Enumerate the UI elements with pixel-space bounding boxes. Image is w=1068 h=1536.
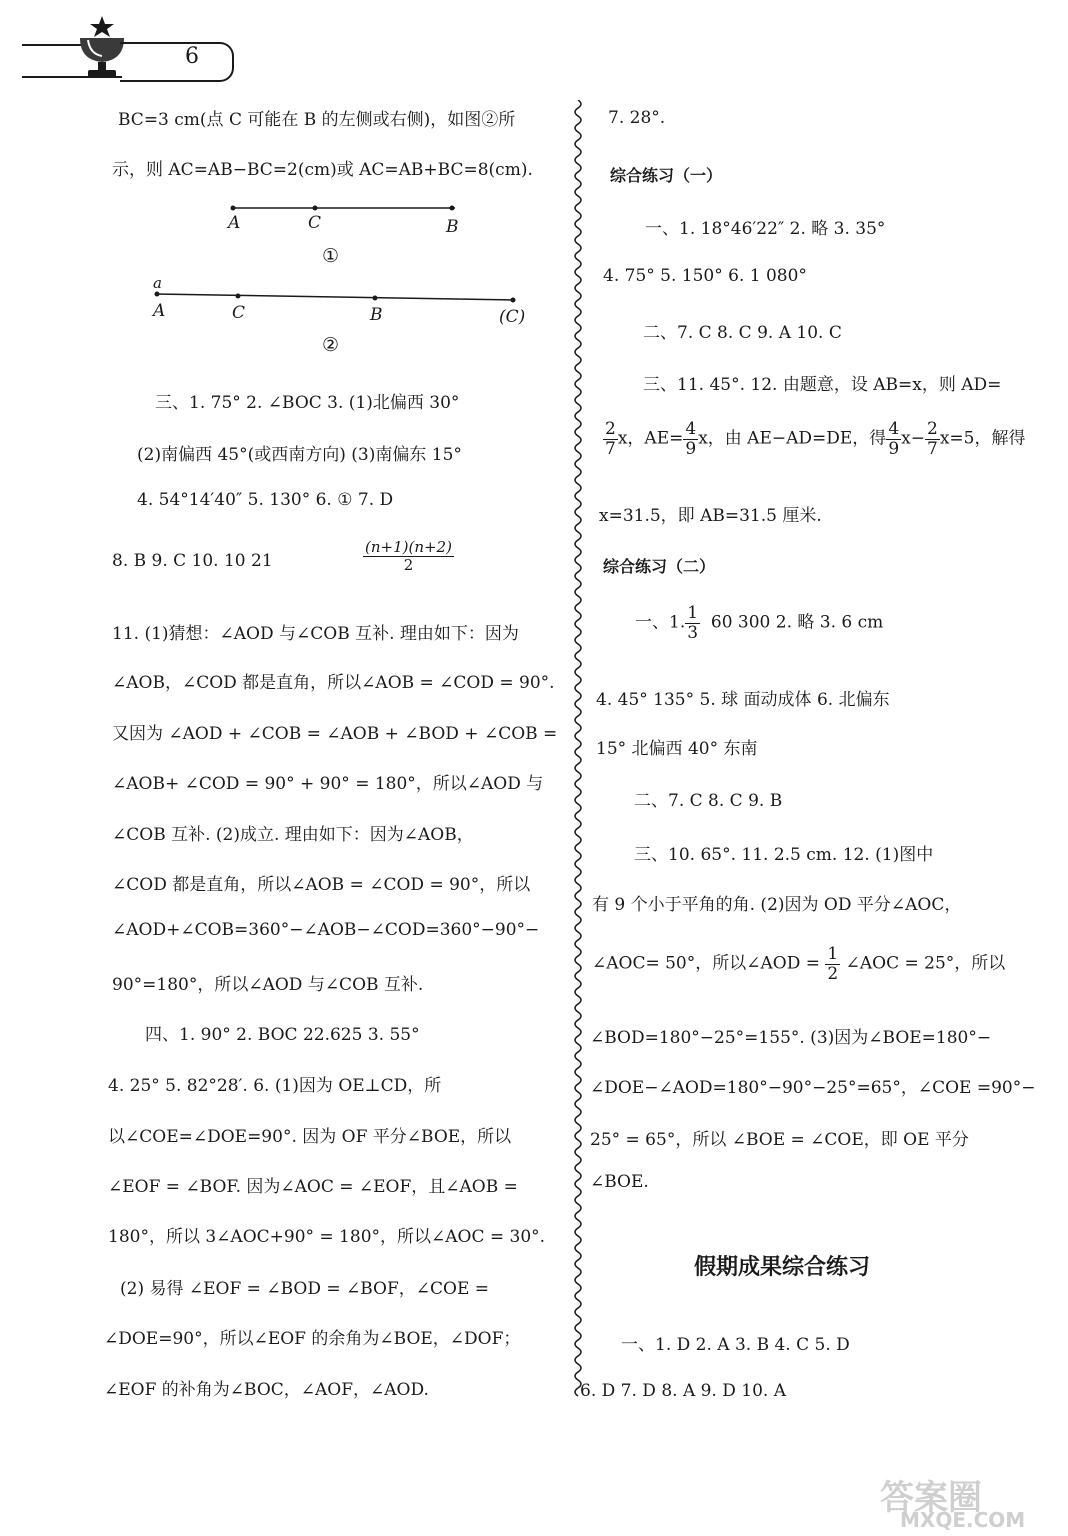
left-line-1: BC=3 cm(点 C 可能在 B 的左侧或右侧)，如图②所: [118, 110, 516, 130]
left-line-15: 四、1. 90° 2. BOC 22.625 3. 55°: [145, 1025, 420, 1045]
fig2-label-a: A: [153, 301, 166, 321]
frac-c-num: 4: [888, 419, 900, 439]
frac-d-den: 7: [926, 438, 938, 459]
right-line-5: 三、11. 45°. 12. 由题意，设 AB=x，则 AD=: [643, 375, 1002, 395]
fig2-label-c: C: [232, 303, 246, 323]
frac-b-num: 4: [685, 419, 697, 439]
fig1-label-a: A: [228, 213, 241, 233]
figure-1-diagram: [220, 196, 470, 236]
left-line-6: 8. B 9. C 10. 10 21: [112, 551, 273, 571]
right-line-8a: 一、1.: [635, 612, 686, 633]
left-line-11: ∠COB 互补. (2)成立. 理由如下：因为∠AOB，: [112, 825, 474, 845]
left-line-2: 示，则 AC=AB−BC=2(cm)或 AC=AB+BC=8(cm).: [112, 160, 533, 180]
frac-f-den: 2: [827, 963, 839, 984]
left-line-13: ∠AOD+∠COB=360°−∠AOB−∠COD=360°−90°−: [112, 920, 540, 940]
right-line-19: 一、1. D 2. A 3. B 4. C 5. D: [621, 1335, 850, 1355]
left-line-16: 4. 25° 5. 82°28′. 6. (1)因为 OE⊥CD，所: [108, 1076, 442, 1096]
fig2-caption: ②: [322, 334, 340, 356]
right-line-8b: 60 300 2. 略 3. 6 cm: [710, 612, 884, 633]
left-line-9: 又因为 ∠AOD + ∠COB = ∠AOB + ∠BOD + ∠COB =: [112, 724, 558, 744]
page-number: 6: [185, 44, 199, 69]
column-divider: [568, 100, 588, 1400]
left-line-8: ∠AOB，∠COD 都是直角，所以∠AOB = ∠COD = 90°.: [112, 673, 555, 693]
right-line-13: 有 9 个小于平角的角. (2)因为 OD 平分∠AOC，: [592, 895, 962, 915]
fraction-denominator: 2: [403, 555, 414, 574]
fig1-label-c: C: [308, 213, 322, 233]
fig2-label-c-alt: (C): [499, 307, 526, 327]
right-line-14a: ∠AOC= 50°，所以∠AOD =: [592, 953, 820, 974]
frac-e-den: 3: [687, 622, 699, 643]
left-line-3: 三、1. 75° 2. ∠BOC 3. (1)北偏西 30°: [155, 393, 460, 413]
right-line-7: x=31.5，即 AB=31.5 厘米.: [599, 506, 822, 526]
frac-a-num: 2: [605, 419, 616, 439]
section-heading-1: 综合练习（一）: [610, 166, 723, 185]
right-line-3: 4. 75° 5. 150° 6. 1 080°: [603, 266, 807, 286]
fig2-label-a-lower: a: [153, 274, 162, 292]
watermark-logo: 答案圈: [880, 1478, 982, 1518]
right-line-11: 二、7. C 8. C 9. B: [634, 791, 783, 811]
frac-a-den: 7: [605, 438, 616, 459]
frac-f-num: 1: [827, 944, 839, 964]
right-line-15: ∠BOD=180°−25°=155°. (3)因为∠BOE=180°−: [590, 1028, 992, 1048]
left-line-20: (2) 易得 ∠EOF = ∠BOD = ∠BOF，∠COE =: [120, 1279, 490, 1299]
fraction-numerator: (n+1)(n+2): [365, 538, 452, 556]
right-line-6b: x，由 AE−AD=DE，得: [698, 428, 887, 449]
left-line-18: ∠EOF = ∠BOF. 因为∠AOC = ∠EOF，且∠AOB =: [108, 1177, 518, 1197]
right-line-6d: x=5，解得: [939, 428, 1026, 449]
frac-c-den: 9: [888, 438, 900, 459]
left-line-5: 4. 54°14′40″ 5. 130° 6. ① 7. D: [137, 490, 394, 510]
section-heading-2: 综合练习（二）: [603, 557, 716, 576]
page-number-box: [120, 42, 234, 82]
point-b: [373, 296, 378, 301]
section-title: 假期成果综合练习: [694, 1255, 871, 1280]
right-line-6a: x，AE=: [617, 428, 684, 449]
frac-e-num: 1: [687, 603, 699, 623]
right-line-1: 7. 28°.: [608, 108, 666, 128]
right-line-16: ∠DOE−∠AOD=180°−90°−25°=65°，∠COE =90°−: [590, 1078, 1036, 1098]
left-line-12: ∠COD 都是直角，所以∠AOB = ∠COD = 90°，所以: [112, 875, 531, 895]
right-line-12: 三、10. 65°. 11. 2.5 cm. 12. (1)图中: [634, 845, 934, 865]
fraction: [363, 539, 454, 573]
fig1-caption: ①: [322, 245, 340, 267]
fig1-label-b: B: [446, 217, 459, 237]
fig2-label-b: B: [370, 305, 383, 325]
right-line-10: 15° 北偏西 40° 东南: [596, 739, 758, 759]
right-line-8: [635, 604, 883, 642]
right-line-20: 6. D 7. D 8. A 9. D 10. A: [580, 1381, 786, 1401]
watermark-url: MXQE.COM: [900, 1508, 1026, 1532]
figure-2-diagram: [140, 282, 530, 312]
point-a: [231, 206, 236, 211]
point-c-alt: [511, 298, 516, 303]
right-line-2: 一、1. 18°46′22″ 2. 略 3. 35°: [645, 219, 886, 239]
right-line-17: 25° = 65°，所以 ∠BOE = ∠COE，即 OE 平分: [590, 1130, 969, 1150]
frac-d-num: 2: [926, 419, 938, 439]
left-line-14: 90°=180°，所以∠AOD 与∠COB 互补.: [112, 975, 424, 995]
left-line-10: ∠AOB+ ∠COD = 90° + 90° = 180°，所以∠AOD 与: [112, 774, 544, 794]
right-line-14b: ∠AOC = 25°，所以: [845, 953, 1006, 974]
right-line-4: 二、7. C 8. C 9. A 10. C: [643, 323, 842, 343]
point-c: [236, 294, 241, 299]
left-line-22: ∠EOF 的补角为∠BOC，∠AOF，∠AOD.: [104, 1380, 429, 1400]
left-line-4: (2)南偏西 45°(或西南方向) (3)南偏东 15°: [137, 445, 462, 465]
point-c: [313, 206, 318, 211]
left-line-7: 11. (1)猜想：∠AOD 与∠COB 互补. 理由如下：因为: [112, 624, 519, 644]
left-line-17: 以∠COE=∠DOE=90°. 因为 OF 平分∠BOE，所以: [108, 1127, 512, 1147]
right-line-6: [603, 420, 1025, 458]
left-line-19: 180°，所以 3∠AOC+90° = 180°，所以∠AOC = 30°.: [108, 1227, 546, 1247]
right-line-18: ∠BOE.: [590, 1172, 649, 1192]
right-line-9: 4. 45° 135° 5. 球 面动成体 6. 北偏东: [596, 690, 890, 710]
right-line-6c: x−: [901, 428, 925, 449]
left-line-21: ∠DOE=90°，所以∠EOF 的余角为∠BOE，∠DOF；: [104, 1329, 521, 1349]
right-line-14: [592, 945, 1005, 983]
frac-b-den: 9: [685, 438, 697, 459]
point-a: [155, 292, 160, 297]
point-b: [450, 206, 455, 211]
